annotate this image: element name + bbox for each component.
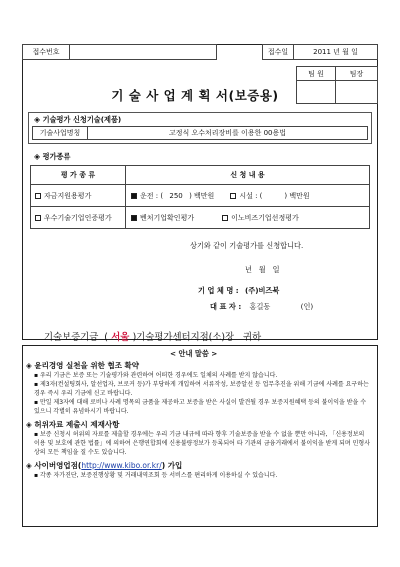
- venture-label: 벤처기업확인평가: [140, 213, 195, 222]
- team-leader-label-cell: [335, 66, 378, 81]
- fund-eval-checkbox[interactable]: [35, 193, 41, 199]
- row1-type-label: 자금지원용평가: [44, 191, 92, 200]
- facility-fund-unit: ) 백만원: [284, 191, 310, 200]
- notice-section-3-heading: [26, 460, 372, 471]
- receipt-date-value-cell[interactable]: [293, 44, 378, 60]
- false-data-heading: 허위자료 제출시 제재사항: [34, 420, 120, 429]
- addressee-prefix: 기술보증기금 (: [43, 332, 108, 343]
- tech-name-value: 고정식 오수처리장비를 이용한 00용법: [168, 129, 286, 137]
- application-statement: 상기와 같이 기술평가를 신청합니다.: [190, 241, 304, 250]
- row2-type-cell: [30, 206, 126, 229]
- ethics-item-3: ▪ 만일 제3자에 대해 로비나 사례 명목의 금품을 제공하고 보증을 받은 사실이 발견될 경우 보증지원혜택 등의 불이익을 받을 수 있으니 각별히 유념하시기 바랍니다.: [34, 399, 367, 415]
- col-content-label: 신 청 내 용: [230, 171, 265, 179]
- team-member-label-cell: [296, 66, 336, 81]
- receipt-date-label: 접수일: [267, 48, 289, 56]
- kibo-link[interactable]: http://www.kibo.or.kr/: [81, 461, 162, 470]
- col-type-label: 평 가 종 류: [60, 171, 96, 179]
- ethics-item-3-text: 만일 제3자에 대해 로비나 사례 명목의 금품을 제공하고 보증을 받은 사실이 발견될 경우 보증지원혜택 등의 불이익을 받을 수 있으니 각별히 유념하시기 바랍니다.: [34, 399, 367, 415]
- ethics-item-2-text: 제3자(컨설팅회사, 알선업자, 브로커 등)가 부당하게 개입하여 서류작성, 보증알선 등 업무추진을 위해 기금에 사례를 요구하는 경우 즉시 우리 기금에 신고 바랍니다.: [34, 381, 369, 397]
- diamond-icon: ◈: [34, 115, 41, 124]
- row2-type-label: 우수기술기업인증평가: [44, 213, 112, 222]
- innobiz-checkbox[interactable]: [222, 215, 228, 221]
- receipt-no-label-cell: [22, 44, 70, 60]
- operating-fund-amount[interactable]: 250: [169, 191, 183, 200]
- diamond-icon: ◈: [34, 152, 41, 161]
- col-type-header: [30, 165, 126, 185]
- team-leader-sign-cell[interactable]: [335, 80, 378, 104]
- company-value[interactable]: (주)비즈북: [244, 286, 280, 295]
- ethics-item-1: ▪ 우리 기금은 보증 또는 기술평가와 관련하여 어떠한 경우에도 일체의 사례를 받지 않습니다.: [34, 372, 278, 379]
- cyber-heading-suffix: ) 가입: [161, 461, 183, 470]
- operating-fund-unit: ) 백만원: [189, 191, 215, 200]
- seal-mark: (인): [300, 302, 314, 311]
- cyber-item-1-text: 각종 자가진단, 보증진행상황 및 거래내역조회 등 서비스를 편리하게 이용하실 수 있습니다.: [39, 472, 278, 479]
- addressee-branch[interactable]: 서울: [107, 332, 133, 343]
- document-title: 기 술 사 업 계 획 서(보증용): [111, 88, 279, 103]
- team-leader-label: 팀장: [349, 69, 364, 78]
- ethics-heading: 윤리경영 실천을 위한 협조 확약: [34, 361, 140, 370]
- section1-heading-row: [34, 115, 121, 125]
- operating-fund-label: 운전 : (: [140, 191, 164, 200]
- receipt-no-label: 접수번호: [32, 48, 60, 56]
- cyber-item-1: ▪ 각종 자가진단, 보증진행상황 및 거래내역조회 등 서비스를 편리하게 이용하실 수 있습니다.: [34, 472, 278, 479]
- innobiz-label: 이노비즈기업선정평가: [231, 213, 299, 222]
- notice-section-2-heading: [26, 419, 372, 430]
- section1-heading: 기술평가 신청기술(제품): [42, 115, 122, 124]
- operating-fund-checkbox[interactable]: [131, 193, 137, 199]
- tech-name-label-cell: [32, 126, 88, 140]
- section2-heading: 평가종류: [42, 152, 71, 161]
- addressee-line: [38, 318, 261, 343]
- rep-value[interactable]: 홍길동: [249, 302, 271, 311]
- diamond-icon: ◈: [26, 461, 32, 470]
- notice-content: [26, 360, 372, 480]
- row1-type-cell: [30, 184, 126, 207]
- tech-name-label: 기술사업명칭: [39, 129, 81, 137]
- diamond-icon: ◈: [26, 420, 32, 429]
- team-member-sign-cell[interactable]: [296, 80, 336, 104]
- cyber-heading-prefix: 사이버영업점(: [34, 461, 82, 470]
- diamond-icon: ◈: [26, 361, 32, 370]
- receipt-date-value: 2011 년 월 일: [313, 48, 358, 56]
- ethics-item-1-text: 우리 기금은 보증 또는 기술평가와 관련하여 어떠한 경우에도 일체의 사례를 받지 않습니다.: [39, 372, 278, 379]
- excellent-tech-checkbox[interactable]: [35, 215, 41, 221]
- ethics-item-2: ▪ 제3자(컨설팅회사, 알선업자, 브로커 등)가 부당하게 개입하여 서류작성, 보증알선 등 업무추진을 위해 기금에 사례를 요구하는 경우 즉시 우리 기금에 신고 바랍니다.: [34, 381, 369, 397]
- receipt-no-value-cell[interactable]: [69, 44, 217, 60]
- row2-content-cell: [125, 206, 370, 229]
- notice-title: < 안내 말씀 >: [170, 349, 218, 358]
- receipt-date-label-cell: [262, 44, 294, 60]
- false-data-item-1: ▪ 보증 신청시 허위의 자료를 제출할 경우에는 우리 기금 내규에 따라 향후 기술보증을 받을 수 없을 뿐만 아니라, 「신용정보의 이용 및 보호에 관한 법률」에 의하여 은행연합회에 신용불량정보가 등록되어 타 기관의 금융거래에서 불이익을 받게 되며 민형사상의 모든 책임을 질 수도 있습니다.: [34, 431, 371, 456]
- false-data-item-1-text: 보증 신청시 허위의 자료를 제출할 경우에는 우리 기금 내규에 따라 향후 기술보증을 받을 수 없을 뿐만 아니라, 「신용정보의 이용 및 보호에 관한 법률」에 의하여 은행연합회에 신용불량정보가 등록되어 타 기관의 금융거래에서 불이익을 받게 되며 민형사상의 모든 책임을 질 수도 있습니다.: [34, 431, 371, 456]
- rep-label: 대 표 자 :: [210, 302, 242, 311]
- row1-content-cell: [125, 184, 370, 207]
- rep-row: [210, 302, 313, 312]
- team-member-label: 팀 원: [308, 69, 324, 78]
- company-label: 기 업 체 명 :: [198, 286, 239, 295]
- facility-fund-label: 시설 : (: [239, 191, 263, 200]
- notice-section-1-heading: [26, 360, 372, 371]
- facility-fund-checkbox[interactable]: [230, 193, 236, 199]
- section2-heading-row: [34, 152, 70, 162]
- tech-name-value-cell[interactable]: [87, 126, 368, 140]
- col-content-header: [125, 165, 370, 185]
- addressee-suffix: )기술평가센터지점(소)장 귀하: [132, 332, 262, 343]
- company-row: [198, 286, 279, 296]
- application-date: 년 월 일: [245, 265, 280, 274]
- venture-checkbox[interactable]: [131, 215, 137, 221]
